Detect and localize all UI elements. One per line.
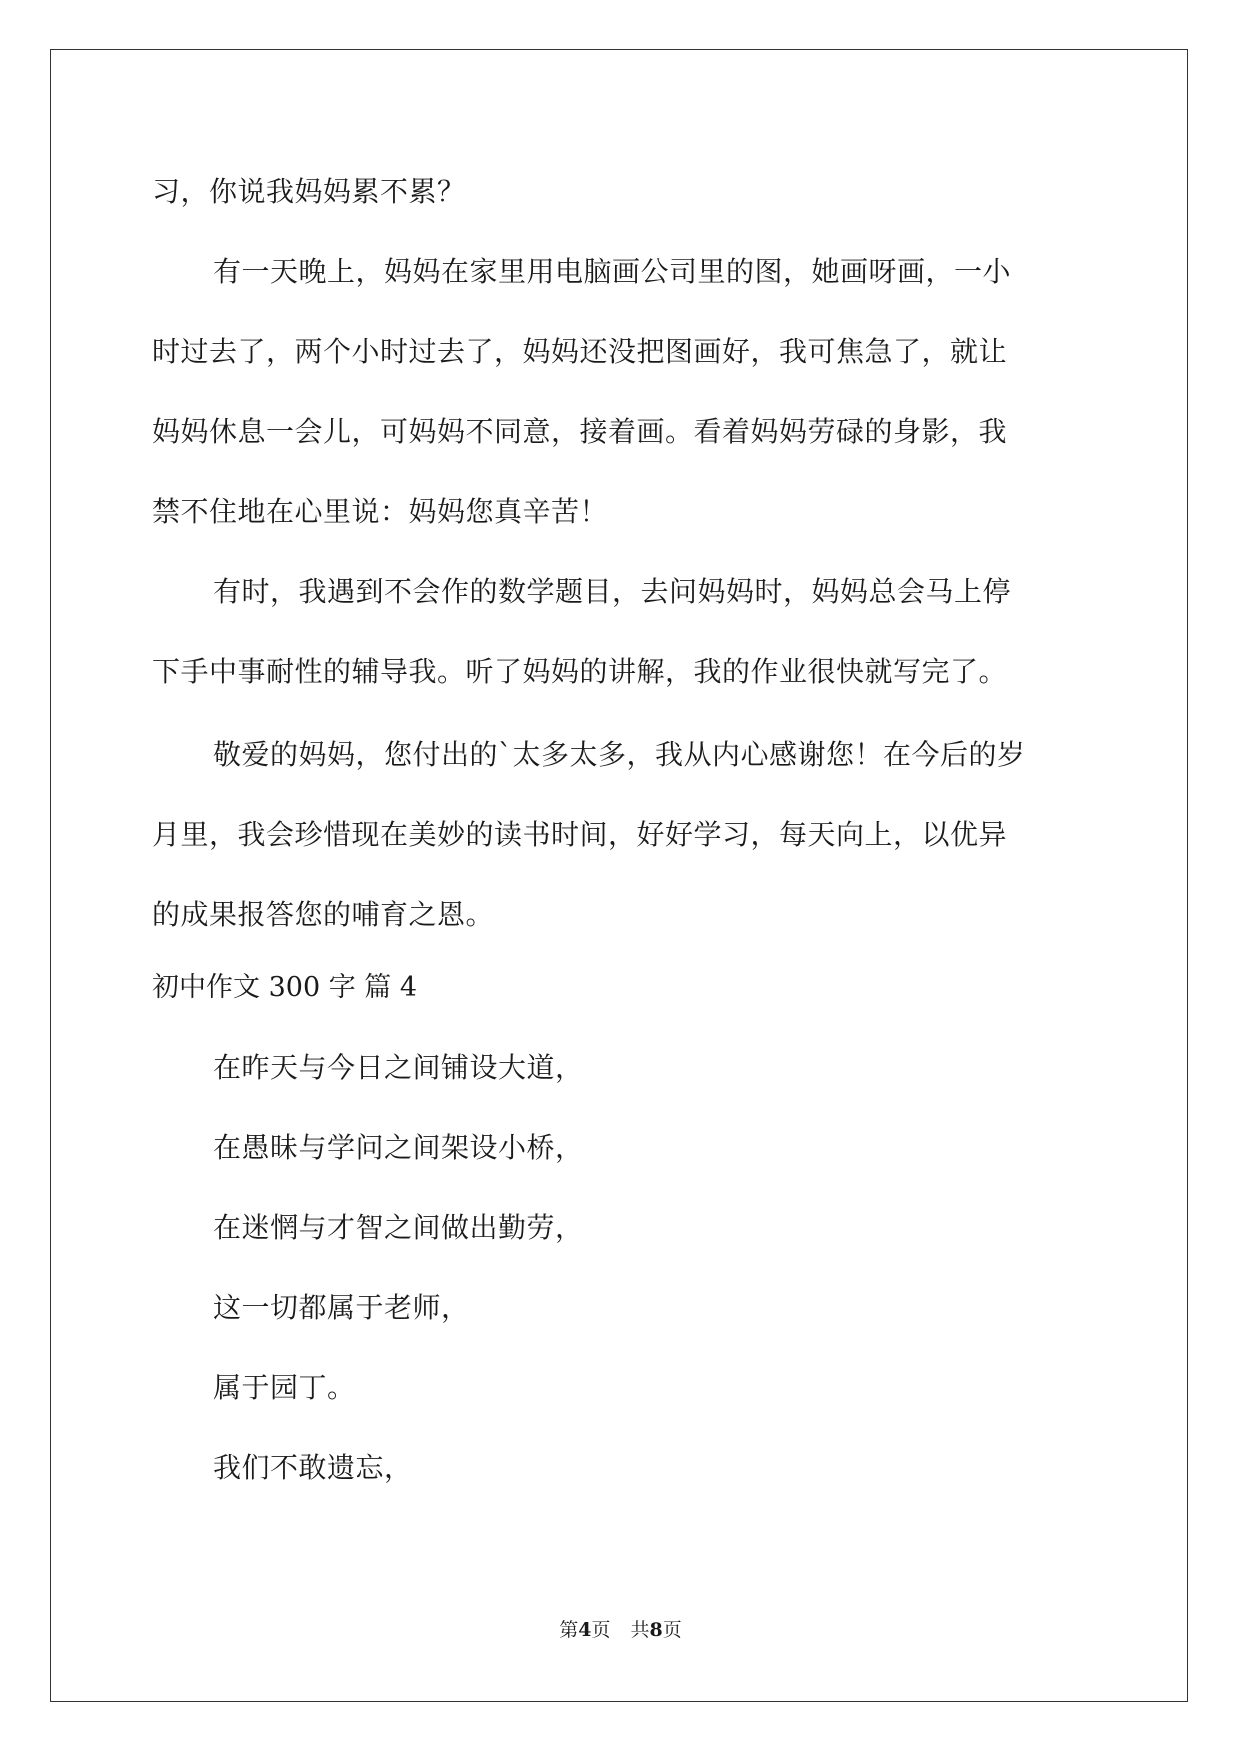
poem-line: 我们不敢遗忘， [213,1451,413,1484]
paragraph-line: 月里，我会珍惜现在美妙的读书时间，好好学习，每天向上，以优异 [152,818,1008,851]
poem-line: 属于园丁。 [213,1371,356,1404]
total-prefix: 共 [630,1619,650,1641]
section-heading: 初中作文 300 字 篇 4 [152,972,418,1003]
paragraph-line: 下手中事耐性的辅导我。听了妈妈的讲解，我的作业很快就写完了。 [152,655,1008,688]
paragraph-line: 的成果报答您的哺育之恩。 [152,898,495,931]
poem-line: 在愚昧与学问之间架设小桥， [213,1131,584,1164]
page-suffix: 页 [591,1619,611,1641]
total-pages: 8 [649,1619,663,1641]
paragraph-line: 时过去了，两个小时过去了，妈妈还没把图画好，我可焦急了，就让 [152,335,1008,368]
poem-line: 在迷惘与才智之间做出勤劳， [213,1211,584,1244]
paragraph-line: 妈妈休息一会儿，可妈妈不同意，接着画。看着妈妈劳碌的身影，我 [152,415,1008,448]
paragraph-line: 禁不住地在心里说：妈妈您真辛苦！ [152,495,609,528]
paragraph-line: 有时，我遇到不会作的数学题目，去问妈妈时，妈妈总会马上停 [213,575,1012,608]
paragraph-line: 习，你说我妈妈累不累？ [152,175,466,208]
paragraph-line: 敬爱的妈妈，您付出的`太多太多，我从内心感谢您！在今后的岁 [213,738,1026,771]
page-number: 4 [578,1619,592,1641]
page-prefix: 第 [559,1619,579,1641]
total-suffix: 页 [662,1619,682,1641]
poem-line: 在昨天与今日之间铺设大道， [213,1051,584,1084]
paragraph-line: 有一天晚上，妈妈在家里用电脑画公司里的图，她画呀画，一小 [213,255,1012,288]
page-footer [0,1618,1241,1642]
poem-line: 这一切都属于老师， [213,1291,470,1324]
